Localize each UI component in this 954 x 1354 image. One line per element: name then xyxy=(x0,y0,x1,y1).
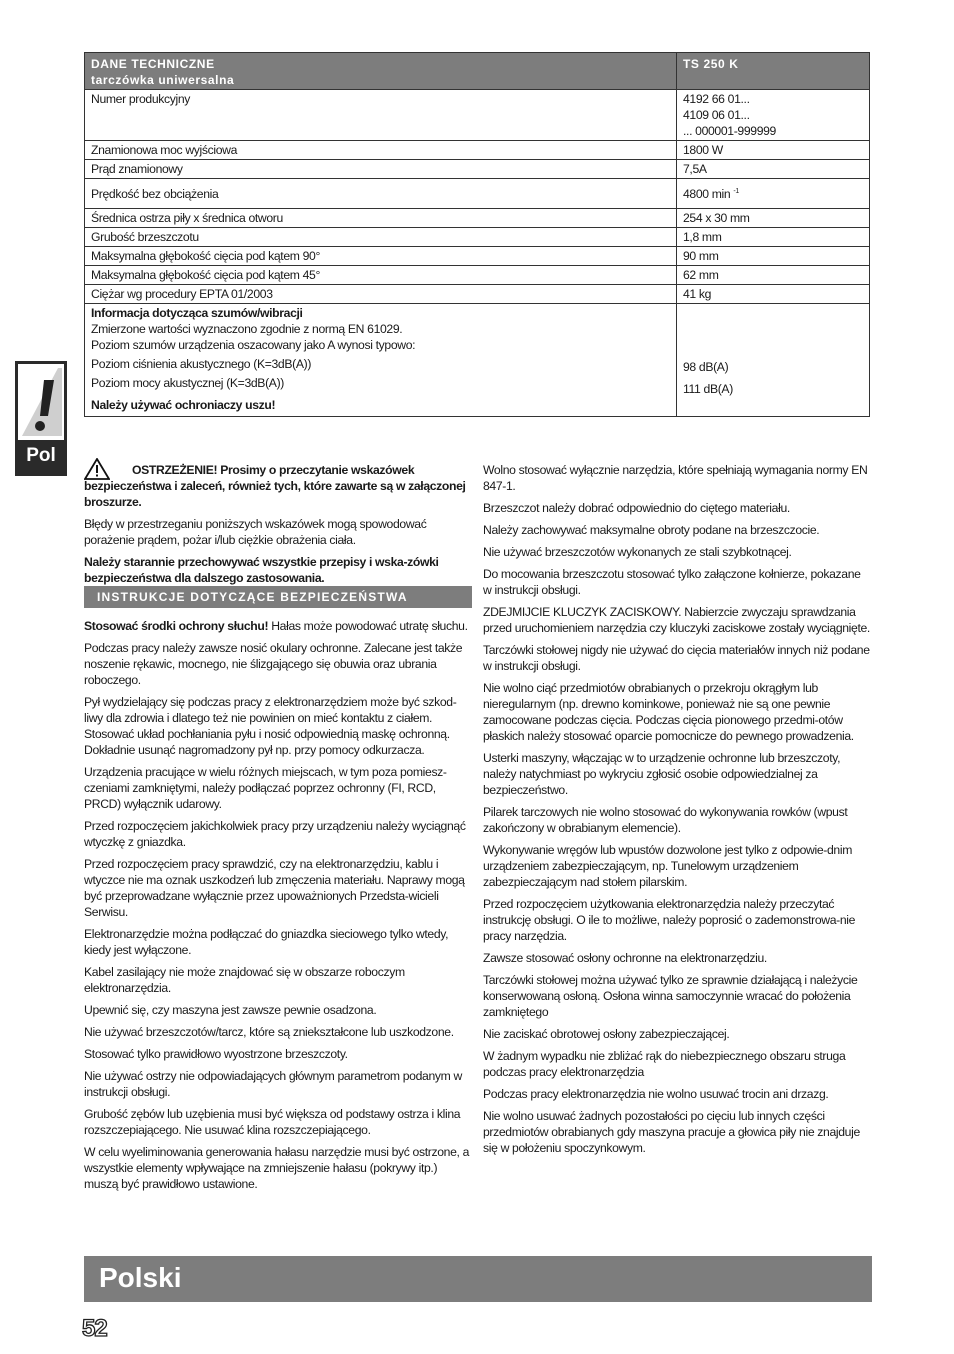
noise-footer: Należy używać ochroniaczy uszu! xyxy=(91,398,276,412)
hearing-bold: Stosować środki ochrony słuchu! xyxy=(84,619,269,633)
paragraph: Kabel zasilający nie może znajdować się w obszarze roboczym elektronarzędzia. xyxy=(84,965,405,995)
noise-info xyxy=(85,304,677,417)
spec-value xyxy=(677,90,870,141)
spec-value-text: 4800 min xyxy=(683,187,731,202)
right-column xyxy=(483,462,871,1162)
paragraph: Należy zachowywać maksymalne obroty podane na brzeszczocie. xyxy=(483,523,820,537)
spec-value-line: ... 000001-999999 xyxy=(683,124,776,138)
language-side-tab xyxy=(15,361,67,476)
spec-subtitle: tarczówka uniwersalna xyxy=(91,73,235,87)
footer-bar xyxy=(84,1256,872,1302)
spec-value: 254 x 30 mm xyxy=(677,209,870,228)
paragraph: Błędy w przestrzeganiu poniższych wskazówek mogą spowodować porażenie prądem, pożar i/lub ciężkie obrażenia ciała. xyxy=(84,517,427,547)
spec-model: TS 250 K xyxy=(677,53,870,90)
spec-value-sup: -1 xyxy=(733,188,739,196)
spec-value: 7,5A xyxy=(677,160,870,179)
noise-value: 111 dB(A) xyxy=(683,382,733,396)
paragraph: Podczas pracy należy zawsze nosić okulary ochronne. Zalecane jest także noszenie rękawic, mocnego, nie ślizgającego się obuwia oraz ubrania roboczego. xyxy=(84,641,463,687)
paragraph: Zawsze stosować osłony ochronne na elektronarzędziu. xyxy=(483,951,767,965)
spec-value xyxy=(677,179,870,209)
paragraph: Nie używać ostrzy nie odpowiadających głównym parametrom podanym w instrukcji obsługi. xyxy=(84,1069,462,1099)
paragraph-hearing xyxy=(84,618,472,634)
paragraph: Wykonywanie wręgów lub wpustów dozwolone jest tylko z odpowie-dnim urządzeniem zabezpieczającym, np. Tunelowym urządzeniem zabezpieczającym nad stołem pilarskim. xyxy=(483,843,853,889)
spec-table xyxy=(84,52,870,417)
paragraph: Nie wolno ciąć przedmiotów obrabianych o przekroju okrągłym lub nieregularnym (np. drewno kominkowe, ponieważ nie są one pewnie zamocowane podczas cięcia. Podczas cięcia pionowego przedmi-otów płaskich należy stosować oparcie pomocnicze do pewnego prowadzenia. xyxy=(483,681,854,743)
noise-line: Poziom szumów urządzenia oszacowany jako A wynosi typowo: xyxy=(91,338,416,352)
spec-title: DANE TECHNICZNE xyxy=(91,57,215,71)
noise-line: Zmierzone wartości wyznaczono zgodnie z normą EN 61029. xyxy=(91,322,403,336)
spec-label: Średnica ostrza piły x średnica otworu xyxy=(85,209,677,228)
spec-label: Grubość brzeszczotu xyxy=(85,228,677,247)
left-column xyxy=(84,462,472,1198)
spec-value: 41 kg xyxy=(677,285,870,304)
spec-header-left xyxy=(85,53,677,90)
spec-row xyxy=(85,160,870,179)
paragraph: W celu wyeliminowania generowania hałasu narzędzie musi być ostrzone, a wszystkie elementy wpływające na zmniejszenie hałasu (pokrywy itp.) muszą być prawidłowo ustawione. xyxy=(84,1145,469,1191)
paragraph-keep-instructions: Należy starannie przechowywać wszystkie przepisy i wska-zówki bezpieczeństwa dla dalszego zastosowania. xyxy=(84,555,439,585)
paragraph: Elektronarzędzie można podłączać do gniazdka sieciowego tylko wtedy, kiedy jest wyłączone. xyxy=(84,927,449,957)
spec-row xyxy=(85,285,870,304)
paragraph: Pilarek tarczowych nie wolno stosować do wykonywania rowków (wpust zakończony w obrabianym elemencie). xyxy=(483,805,848,835)
hearing-rest: Hałas może powodować utratę słuchu. xyxy=(268,619,468,633)
spec-value: 1,8 mm xyxy=(677,228,870,247)
warning-block xyxy=(84,462,472,510)
paragraph: Nie używać brzeszczotów/tarcz, które są zniekształcone lub uszkodzone. xyxy=(84,1025,454,1039)
language-code: Pol xyxy=(26,445,56,466)
spec-noise-row xyxy=(85,304,870,417)
spec-row xyxy=(85,141,870,160)
paragraph: W żadnym wypadku nie zbliżać rąk do niebezpiecznego obszaru struga podczas pracy elektronarzędzia xyxy=(483,1049,846,1079)
warning-rest: bezpieczeństwa i zaleceń, również tych, które zawarte są w załączonej broszurze. xyxy=(84,479,466,509)
noise-line: Poziom ciśnienia akustycznego (K=3dB(A)) xyxy=(91,357,312,371)
paragraph: Tarczówki stołowej nigdy nie używać do cięcia materiałów innych niż podane w instrukcji obsługi. xyxy=(483,643,870,673)
spec-label: Prąd znamionowy xyxy=(85,160,677,179)
paragraph: Nie zaciskać obrotowej osłony zabezpieczającej. xyxy=(483,1027,730,1041)
spec-label: Ciężar wg procedury EPTA 01/2003 xyxy=(85,285,677,304)
noise-value: 98 dB(A) xyxy=(683,360,729,374)
noise-line: Poziom mocy akustycznej (K=3dB(A)) xyxy=(91,376,284,390)
paragraph: Do mocowania brzeszczotu stosować tylko załączone kołnierze, pokazane w instrukcji obsługi. xyxy=(483,567,861,597)
spec-label: Maksymalna głębokość cięcia pod kątem 90° xyxy=(85,247,677,266)
section-heading: INSTRUKCJE DOTYCZĄCE BEZPIECZEŃSTWA xyxy=(84,586,472,608)
paragraph: Brzeszczot należy dobrać odpowiednio do ciętego materiału. xyxy=(483,501,790,515)
paragraph: ZDEJMIJCIE KLUCZYK ZACISKOWY. Nabierzcie zwyczaju sprawdzania przed uruchomieniem narzędzia czy kluczyki zaciskowe zostały wyciągnięte. xyxy=(483,605,870,635)
spec-label: Numer produkcyjny xyxy=(85,90,677,141)
warning-triangle-icon xyxy=(84,458,110,480)
paragraph: Stosować tylko prawidłowo wyostrzone brzeszczoty. xyxy=(84,1047,348,1061)
spec-row xyxy=(85,90,870,141)
spec-value-line: 4192 66 01... xyxy=(683,92,750,106)
paragraph: Tarczówki stołowej można używać tylko ze sprawnie działającą i należycie konserwowaną osłoną. Osłona winna samoczynnie wracać do położenia zamkniętego xyxy=(483,973,858,1019)
exclamation-warning-icon xyxy=(18,364,64,440)
language-title: Polski xyxy=(99,1262,182,1293)
paragraph: Nie wolno usuwać żadnych pozostałości po cięciu lub innych części przedmiotów obrabianych gdy maszyna pracuje a głowica piły nie znajduje się w położeniu spoczynkowym. xyxy=(483,1109,860,1155)
spec-value-line: 4109 06 01... xyxy=(683,108,750,122)
paragraph: Usterki maszyny, włączając w to urządzenie ochronne lub brzeszczoty, należy natychmiast po wykryciu zgłosić osobie odpowiedzialnej za bezpieczeństwo. xyxy=(483,751,841,797)
spec-row xyxy=(85,209,870,228)
page-number: 52 xyxy=(82,1315,107,1342)
paragraph: Przed rozpoczęciem pracy sprawdzić, czy na elektronarzędziu, kablu i wtyczce nie ma oznak uszkodzeń lub zmęczenia materiału. Naprawy mogą być przeprowadzane wyłącznie przez upoważnionych Przedsta-wicieli Serwisu. xyxy=(84,857,465,919)
paragraph: Podczas pracy elektronarzędzia nie wolno usuwać trocin ani drzazg. xyxy=(483,1087,829,1101)
noise-values xyxy=(677,304,870,417)
paragraph: Wolno stosować wyłącznie narzędzia, które spełniają wymagania normy EN 847-1. xyxy=(483,463,868,493)
paragraph: Przed rozpoczęciem użytkowania elektronarzędzia należy przeczytać instrukcję obsługi. O ile to możliwe, należy poprosić o zademonstrowa-nie pracy narzędzia. xyxy=(483,897,856,943)
spec-row xyxy=(85,228,870,247)
paragraph: Przed rozpoczęciem jakichkolwiek pracy przy urządzeniu należy wyciągnąć wtyczkę z gniazdka. xyxy=(84,819,466,849)
spec-row xyxy=(85,266,870,285)
spec-value: 1800 W xyxy=(677,141,870,160)
spec-value: 62 mm xyxy=(677,266,870,285)
warning-text xyxy=(84,462,472,510)
noise-title: Informacja dotycząca szumów/wibracji xyxy=(91,306,303,320)
paragraph: Urządzenia pracujące w wielu różnych miejscach, w tym poza pomiesz-czeniami zamkniętymi, należy podłączać poprzez ochronny (FI, RCD, PRCD) wyłącznik udarowy. xyxy=(84,765,447,811)
paragraph: Grubość zębów lub uzębienia musi być większa od podstawy ostrza i klina rozszczepiającego. Nie usuwać klina rozszczepiającego. xyxy=(84,1107,461,1137)
paragraph: Pył wydzielający się podczas pracy z elektronarzędziem może być szkod-liwy dla zdrowia i dlatego też nie powinien on mieć kontaktu z ciałem. Stosować układ pochłaniania pyłu i nosić odpowiednią maskę ochronną. Dokładnie usunąć nagromadzony pył np. przy pomocy odkurzacza. xyxy=(84,695,457,757)
spec-value: 90 mm xyxy=(677,247,870,266)
spec-label: Prędkość bez obciążenia xyxy=(85,179,677,209)
spec-label: Znamionowa moc wyjściowa xyxy=(85,141,677,160)
paragraph: Nie używać brzeszczotów wykonanych ze stali szybkotnącej. xyxy=(483,545,792,559)
spec-header-row xyxy=(85,53,870,90)
spec-row xyxy=(85,179,870,209)
spec-label: Maksymalna głębokość cięcia pod kątem 45° xyxy=(85,266,677,285)
paragraph: Upewnić się, czy maszyna jest zawsze pewnie osadzona. xyxy=(84,1003,377,1017)
warning-lead: OSTRZEŻENIE! Prosimy o przeczytanie wskazówek xyxy=(132,463,415,477)
spec-row xyxy=(85,247,870,266)
